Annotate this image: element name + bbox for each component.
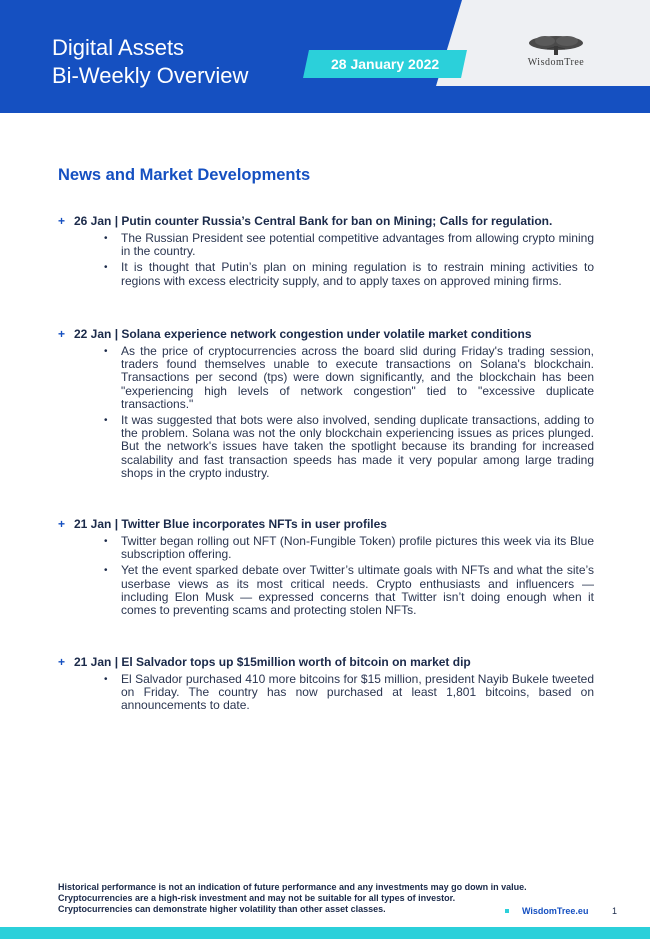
bullet-icon: • <box>104 346 108 357</box>
page-title <box>52 34 248 90</box>
bullet-icon: • <box>104 415 108 427</box>
bullet-text: Twitter began rolling out NFT (Non-Fungible Token) profile pictures this week via its Blue subscription offering. <box>121 534 594 562</box>
section-title: News and Market Developments <box>58 166 311 184</box>
list-item <box>58 232 594 258</box>
bullet-text: El Salvador purchased 410 more bitcoins for $15 million, president Nayib Bukele tweeted on Friday. The country has now purchased at least 1,801 bitcoins, based on announcements to date. <box>121 672 594 713</box>
plus-icon: + <box>58 327 66 341</box>
footer-square-icon <box>505 909 509 913</box>
bullet-list <box>58 345 594 480</box>
news-headline <box>58 517 594 532</box>
bullet-list <box>58 535 594 617</box>
list-item <box>58 261 594 287</box>
list-item <box>58 414 594 480</box>
bullet-icon: • <box>104 233 108 244</box>
disclaimer <box>58 882 527 915</box>
bullet-list <box>58 673 594 713</box>
headline-text: 22 Jan | Solana experience network congestion under volatile market conditions <box>74 327 532 341</box>
bullet-icon: • <box>104 565 108 577</box>
footer-link[interactable]: WisdomTree.eu <box>522 906 589 916</box>
bottom-bar <box>0 927 650 939</box>
list-item <box>58 345 594 411</box>
bullet-text: As the price of cryptocurrencies across the board slid during Friday's trading session, traders found themselves unable to execute transactions on Solana's blockchain. Transactions per second (tps) were down significantly, and the blockchain has been "experiencing high levels of network congestion" tied to "excessive duplicate transactions." <box>121 344 594 411</box>
plus-icon: + <box>58 214 66 228</box>
news-item <box>58 327 594 483</box>
title-line-1: Digital Assets <box>52 35 185 60</box>
plus-icon: + <box>58 517 66 531</box>
headline-text: 21 Jan | Twitter Blue incorporates NFTs in user profiles <box>74 517 387 531</box>
bullet-icon: • <box>104 674 108 685</box>
bullet-text: Yet the event sparked debate over Twitter’s ultimate goals with NFTs and what the site’s userbase views as its most critical needs. Crypto enthusiasts and influencers — including Elon Musk — expressed concerns that Twitter isn’t doing enough when it comes to preventing scams and protecting stolen NFTs. <box>121 563 594 618</box>
list-item <box>58 673 594 713</box>
disclaimer-line: Cryptocurrencies are a high-risk investment and may not be suitable for all types of investor. <box>58 893 456 903</box>
headline-text: 26 Jan | Putin counter Russia’s Central Bank for ban on Mining; Calls for regulation. <box>74 214 553 228</box>
news-item <box>58 655 594 716</box>
logo-text: WisdomTree <box>527 57 585 68</box>
bullet-text: The Russian President see potential competitive advantages from allowing crypto mining in the country. <box>121 231 594 259</box>
news-headline <box>58 214 594 229</box>
tree-icon <box>527 34 585 56</box>
bullet-text: It is thought that Putin’s plan on mining regulation is to restrain mining activities to regions with excess electricity supply, and to apply taxes on approved mining firms. <box>121 260 594 288</box>
bullet-text: It was suggested that bots were also involved, sending duplicate transactions, adding to the problem. Solana was not the only blockchain experiencing issues as prices plunged. But the network's issues have taken the spotlight because its branding for increased scalability and fast transaction speeds has made it very popular among large trading shops in the crypto industry. <box>121 413 594 480</box>
date-text: 28 January 2022 <box>330 56 440 72</box>
title-line-2: Bi-Weekly Overview <box>52 63 249 88</box>
disclaimer-line: Cryptocurrencies can demonstrate higher volatility than other asset classes. <box>58 904 386 914</box>
plus-icon: + <box>58 655 66 669</box>
list-item <box>58 564 594 617</box>
page-number: 1 <box>612 906 618 916</box>
bullet-icon: • <box>104 262 108 274</box>
news-item <box>58 517 594 620</box>
bullet-icon: • <box>104 536 108 547</box>
date-badge <box>303 50 467 78</box>
news-item <box>58 214 594 291</box>
wisdomtree-logo <box>506 34 606 68</box>
headline-text: 21 Jan | El Salvador tops up $15million worth of bitcoin on market dip <box>74 655 471 669</box>
news-headline <box>58 327 594 342</box>
disclaimer-line: Historical performance is not an indication of future performance and any investments may go down in value. <box>58 882 527 892</box>
list-item <box>58 535 594 561</box>
bullet-list <box>58 232 594 288</box>
news-headline <box>58 655 594 670</box>
